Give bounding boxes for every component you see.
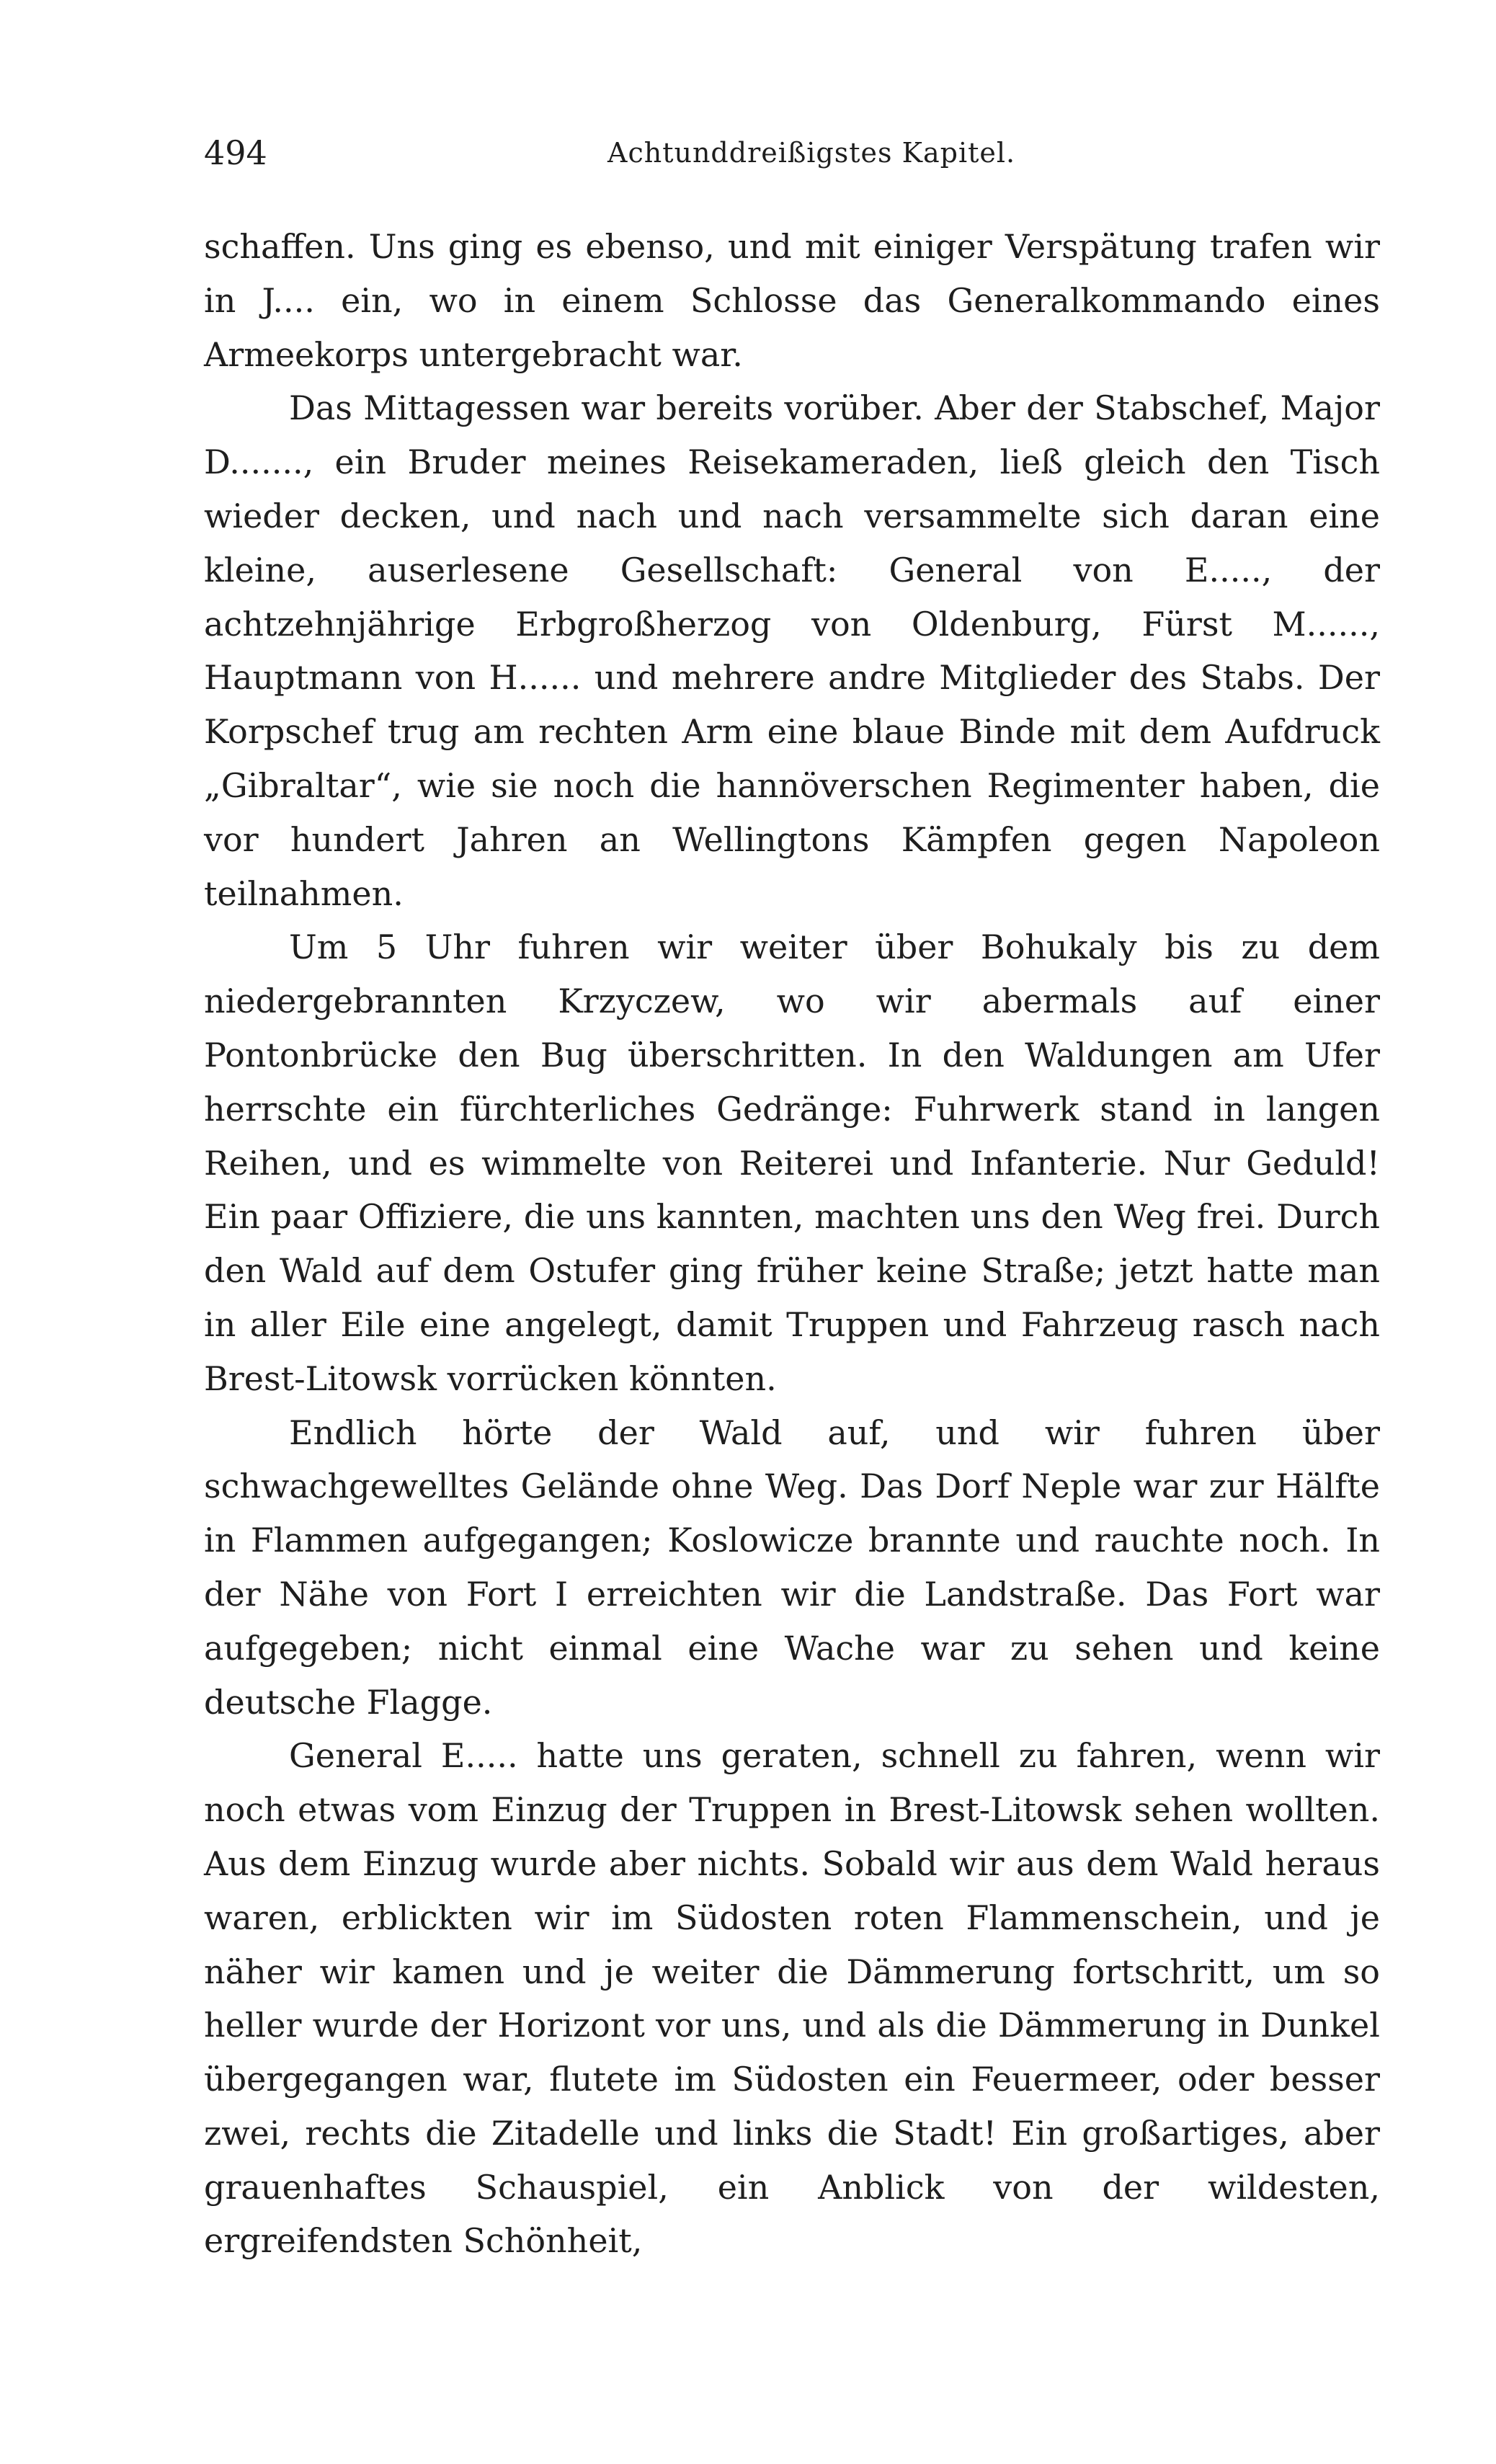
- paragraph-2: Das Mittagessen war bereits vorüber. Aber der Stabschef, Major D......., ein Bruder meines Reisekameraden, ließ gleich den Tisch wieder decken, und nach und nach versammelte sich daran eine kleine, auserlesene Gesellschaft: General von E....., der achtzehnjährige Erbgroßherzog von Oldenburg, Fürst M......, Hauptmann von H...... und mehrere andre Mitglieder des Stabs. Der Korpschef trug am rechten Arm eine blaue Binde mit dem Aufdruck „Gibraltar“, wie sie noch die hannöverschen Regimenter haben, die vor hundert Jahren an Wellingtons Kämpfen gegen Napoleon teilnahmen.: [204, 388, 1380, 913]
- paragraph-3: Um 5 Uhr fuhren wir weiter über Bohukaly bis zu dem niedergebrannten Krzyczew, wo wir abermals auf einer Pontonbrücke den Bug überschritten. In den Waldungen am Ufer herrschte ein fürchterliches Gedränge: Fuhrwerk stand in langen Reihen, und es wimmelte von Reiterei und Infanterie. Nur Geduld! Ein paar Offiziere, die uns kannten, machten uns den Weg frei. Durch den Wald auf dem Ostufer ging früher keine Straße; jetzt hatte man in aller Eile eine angelegt, damit Truppen und Fahrzeug rasch nach Brest-Litowsk vorrücken könnten.: [204, 928, 1380, 1398]
- page-number: 494: [204, 133, 267, 172]
- body-text: [204, 220, 1380, 2268]
- paragraph-5: General E..... hatte uns geraten, schnell zu fahren, wenn wir noch etwas vom Einzug der Truppen in Brest-Litowsk sehen wollten. Aus dem Einzug wurde aber nichts. Sobald wir aus dem Wald heraus waren, erblickten wir im Südosten roten Flammenschein, und je näher wir kamen und je weiter die Dämmerung fortschritt, um so heller wurde der Horizont vor uns, und als die Dämmerung in Dunkel übergegangen war, flutete im Südosten ein Feuermeer, oder besser zwei, rechts die Zitadelle und links die Stadt! Ein großartiges, aber grauenhaftes Schauspiel, ein Anblick von der wildesten, ergreifendsten Schönheit,: [204, 1736, 1380, 2261]
- running-head: Achtunddreißigstes Kapitel.: [607, 137, 1016, 169]
- paragraph-1: schaffen. Uns ging es ebenso, und mit einiger Verspätung trafen wir in J.... ein, wo in einem Schlosse das Generalkommando eines Armeekorps untergebracht war.: [204, 227, 1380, 374]
- paragraph-4: Endlich hörte der Wald auf, und wir fuhren über schwachgewelltes Gelände ohne Weg. Das Dorf Neple war zur Hälfte in Flammen aufgegangen; Koslowicze brannte und rauchte noch. In der Nähe von Fort I erreichten wir die Landstraße. Das Fort war aufgegeben; nicht einmal eine Wache war zu sehen und keine deutsche Flagge.: [204, 1413, 1380, 1722]
- page-header: [204, 131, 1380, 174]
